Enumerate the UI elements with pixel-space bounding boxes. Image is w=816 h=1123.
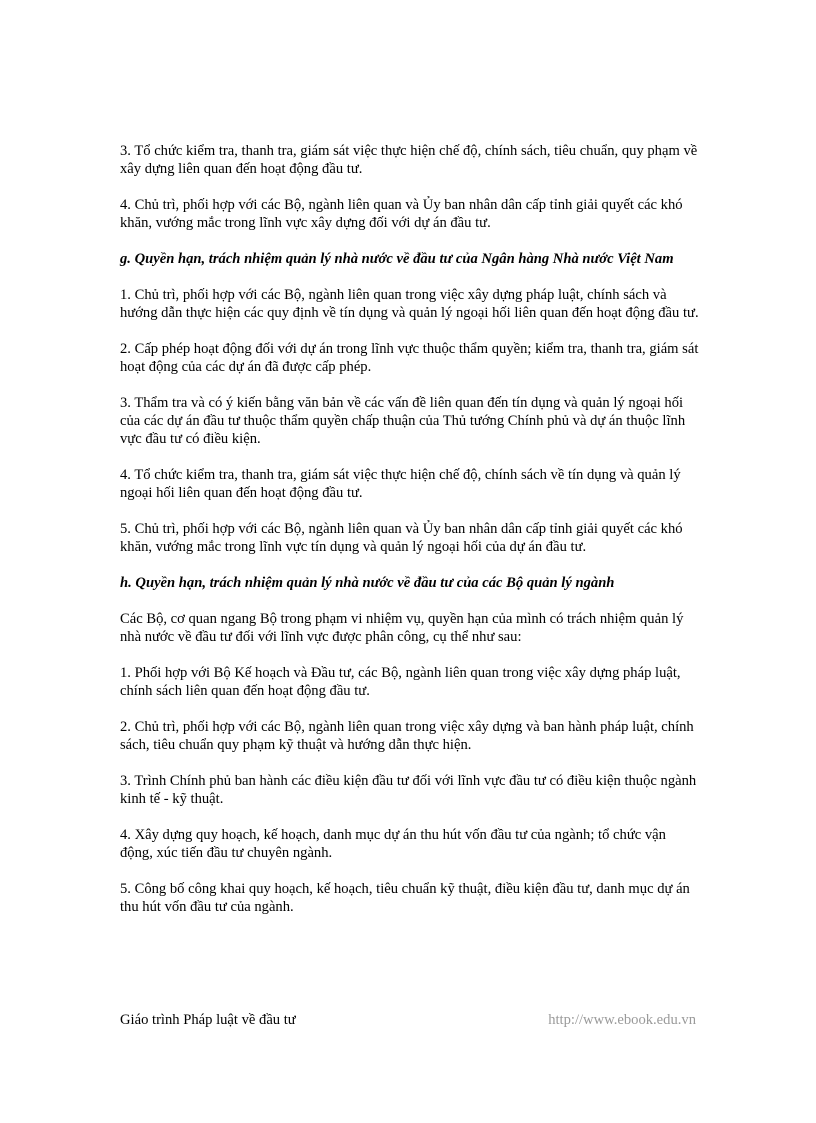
paragraph: 4. Xây dựng quy hoạch, kế hoạch, danh mục dự án thu hút vốn đầu tư của ngành; tổ chức vận động, xúc tiến đầu tư chuyên ngành. xyxy=(120,827,666,861)
paragraph: 3. Tổ chức kiểm tra, thanh tra, giám sát việc thực hiện chế độ, chính sách, tiêu chuẩn, quy phạm về xây dựng liên quan đến hoạt động đầu tư. xyxy=(120,143,698,177)
paragraph: 4. Chủ trì, phối hợp với các Bộ, ngành liên quan và Ủy ban nhân dân cấp tỉnh giải quyết các khó khăn, vướng mắc trong lĩnh vực xây dựng đối với dự án đầu tư. xyxy=(120,197,683,231)
page-body xyxy=(120,142,700,934)
paragraph: 3. Trình Chính phủ ban hành các điều kiện đầu tư đối với lĩnh vực đầu tư có điều kiện thuộc ngành kinh tế - kỹ thuật. xyxy=(120,773,697,807)
paragraph: 1. Phối hợp với Bộ Kế hoạch và Đầu tư, các Bộ, ngành liên quan trong việc xây dựng pháp luật, chính sách liên quan đến hoạt động đầu tư. xyxy=(120,665,681,699)
paragraph: 2. Chủ trì, phối hợp với các Bộ, ngành liên quan trong việc xây dựng và ban hành pháp luật, chính sách, tiêu chuẩn quy phạm kỹ thuật và hướng dẫn thực hiện. xyxy=(120,719,694,753)
paragraph: 5. Chủ trì, phối hợp với các Bộ, ngành liên quan và Ủy ban nhân dân cấp tỉnh giải quyết các khó khăn, vướng mắc trong lĩnh vực tín dụng và quản lý ngoại hối của dự án đầu tư. xyxy=(120,521,683,555)
section-heading: g. Quyền hạn, trách nhiệm quản lý nhà nước về đầu tư của Ngân hàng Nhà nước Việt Nam xyxy=(120,251,674,267)
paragraph: 4. Tổ chức kiểm tra, thanh tra, giám sát việc thực hiện chế độ, chính sách về tín dụng và quản lý ngoại hối liên quan đến hoạt động đầu tư. xyxy=(120,467,681,501)
footer-book-title: Giáo trình Pháp luật về đầu tư xyxy=(120,1012,296,1028)
paragraph: 5. Công bố công khai quy hoạch, kế hoạch, tiêu chuẩn kỹ thuật, điều kiện đầu tư, danh mục dự án thu hút vốn đầu tư của ngành. xyxy=(120,881,690,915)
paragraph: 1. Chủ trì, phối hợp với các Bộ, ngành liên quan trong việc xây dựng pháp luật, chính sách và hướng dẫn thực hiện các quy định về tín dụng và quản lý ngoại hối liên quan đến hoạt động đầu tư. xyxy=(120,287,699,321)
paragraph: Các Bộ, cơ quan ngang Bộ trong phạm vi nhiệm vụ, quyền hạn của mình có trách nhiệm quản lý nhà nước về đầu tư đối với lĩnh vực được phân công, cụ thể như sau: xyxy=(120,611,684,645)
paragraph: 3. Thẩm tra và có ý kiến bằng văn bản về các vấn đề liên quan đến tín dụng và quản lý ngoại hối của các dự án đầu tư thuộc thẩm quyền chấp thuận của Thủ tướng Chính phủ và dự án thuộc lĩnh vực đầu tư có điều kiện. xyxy=(120,395,686,447)
paragraph: 2. Cấp phép hoạt động đối với dự án trong lĩnh vực thuộc thẩm quyền; kiểm tra, thanh tra, giám sát hoạt động của các dự án đã được cấp phép. xyxy=(120,341,699,375)
section-heading: h. Quyền hạn, trách nhiệm quản lý nhà nước về đầu tư của các Bộ quản lý ngành xyxy=(120,575,615,591)
footer-website-link[interactable]: http://www.ebook.edu.vn xyxy=(548,1012,696,1028)
